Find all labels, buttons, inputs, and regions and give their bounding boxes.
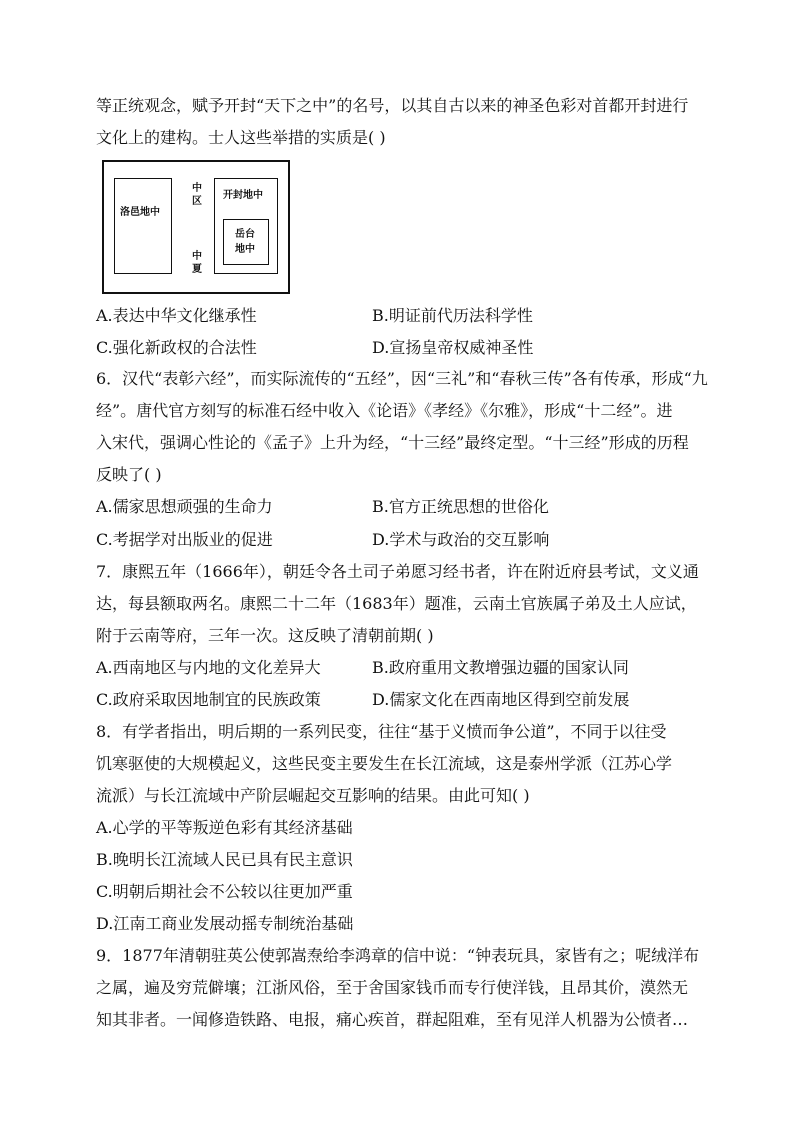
luoyi-box — [114, 178, 172, 274]
q7-option-a[interactable]: A.西南地区与内地的文化差异大 — [96, 658, 321, 677]
q8-line-3: 流派）与长江流域中产阶层崛起交互影响的结果。由此可知( ) — [96, 786, 530, 805]
q7-line-2: 达，每县额取两名。康熙二十二年（1683年）题准，云南土官族属子弟及土人应试， — [96, 594, 697, 613]
q8-option-b[interactable]: B.晚明长江流域人民已具有民主意识 — [96, 850, 353, 869]
zhongqu-char-2: 区 — [192, 196, 202, 207]
luoyi-label: 洛邑地中 — [120, 207, 160, 218]
q8-option-c[interactable]: C.明朝后期社会不公较以往更加严重 — [96, 882, 353, 901]
q6-option-d[interactable]: D.学术与政治的交互影响 — [372, 530, 550, 549]
q7-option-b[interactable]: B.政府重用文教增强边疆的国家认同 — [372, 658, 629, 677]
q8-option-a[interactable]: A.心学的平等叛逆色彩有其经济基础 — [96, 818, 353, 837]
q8-option-d[interactable]: D.江南工商业发展动摇专制统治基础 — [96, 914, 354, 933]
q6-line-3: 入宋代，强调心性论的《孟子》上升为经，“十三经”最终定型。“十三经”形成的历程 — [96, 433, 689, 452]
q5-option-a[interactable]: A.表达中华文化继承性 — [96, 306, 257, 325]
q9-line-3: 知其非者。一闻修造铁路、电报，痛心疾首，群起阻难，至有见洋人机器为公愤者… — [96, 1010, 689, 1029]
q6-line-2: 经”。唐代官方刻写的标准石经中收入《论语》《孝经》《尔雅》，形成“十二经”。进 — [96, 401, 673, 420]
q6-line-1: 6．汉代“表彰六经”，而实际流传的“五经”，因“三礼”和“春秋三传”各有传承，形成“九 — [96, 369, 708, 388]
kaifeng-box — [214, 178, 278, 274]
q5-option-c[interactable]: C.强化新政权的合法性 — [96, 338, 257, 357]
zhongqu-char-1: 中 — [192, 183, 202, 194]
q9-line-2: 之属，遍及穷荒僻壤；江浙风俗，至于舍国家钱币而专行使洋钱，且昂其价，漠然无 — [96, 978, 689, 997]
q8-line-2: 饥寒驱使的大规模起义，这些民变主要发生在长江流域，这是泰州学派（江苏心学 — [96, 754, 673, 773]
q5-option-d[interactable]: D.宣扬皇帝权威神圣性 — [372, 338, 534, 357]
q6-option-a[interactable]: A.儒家思想顽强的生命力 — [96, 497, 273, 516]
q7-line-1: 7．康熙五年（1666年），朝廷令各土司子弟愿习经书者，许在附近府县考试，文义通 — [96, 562, 699, 581]
zhongxia-char-1: 中 — [192, 251, 202, 262]
yuetai-box — [223, 219, 269, 265]
kaifeng-label: 开封地中 — [223, 190, 263, 201]
q6-line-4: 反映了( ) — [96, 465, 162, 484]
q8-line-1: 8．有学者指出，明后期的一系列民变，往往“基于义愤而争公道”，不同于以往受 — [96, 722, 667, 741]
q7-line-3: 附于云南等府，三年一次。这反映了清朝前期( ) — [96, 626, 434, 645]
q5-option-b[interactable]: B.明证前代历法科学性 — [372, 306, 533, 325]
dizhong-label: 地中 — [235, 244, 255, 255]
yuetai-label: 岳台 — [235, 229, 255, 240]
q5-line-2: 文化上的建构。士人这些举措的实质是( ) — [96, 128, 386, 147]
q5-line-1: 等正统观念，赋予开封“天下之中”的名号，以其自古以来的神圣色彩对首都开封进行 — [96, 96, 689, 115]
q7-option-c[interactable]: C.政府采取因地制宜的民族政策 — [96, 690, 321, 709]
zhongxia-char-2: 夏 — [192, 264, 202, 275]
q9-line-1: 9．1877年清朝驻英公使郭嵩焘给李鸿章的信中说：“钟表玩具，家皆有之；呢绒洋布 — [96, 946, 700, 965]
q6-option-c[interactable]: C.考据学对出版业的促进 — [96, 530, 273, 549]
q7-option-d[interactable]: D.儒家文化在西南地区得到空前发展 — [372, 690, 630, 709]
q5-diagram — [102, 160, 290, 294]
q6-option-b[interactable]: B.官方正统思想的世俗化 — [372, 497, 549, 516]
